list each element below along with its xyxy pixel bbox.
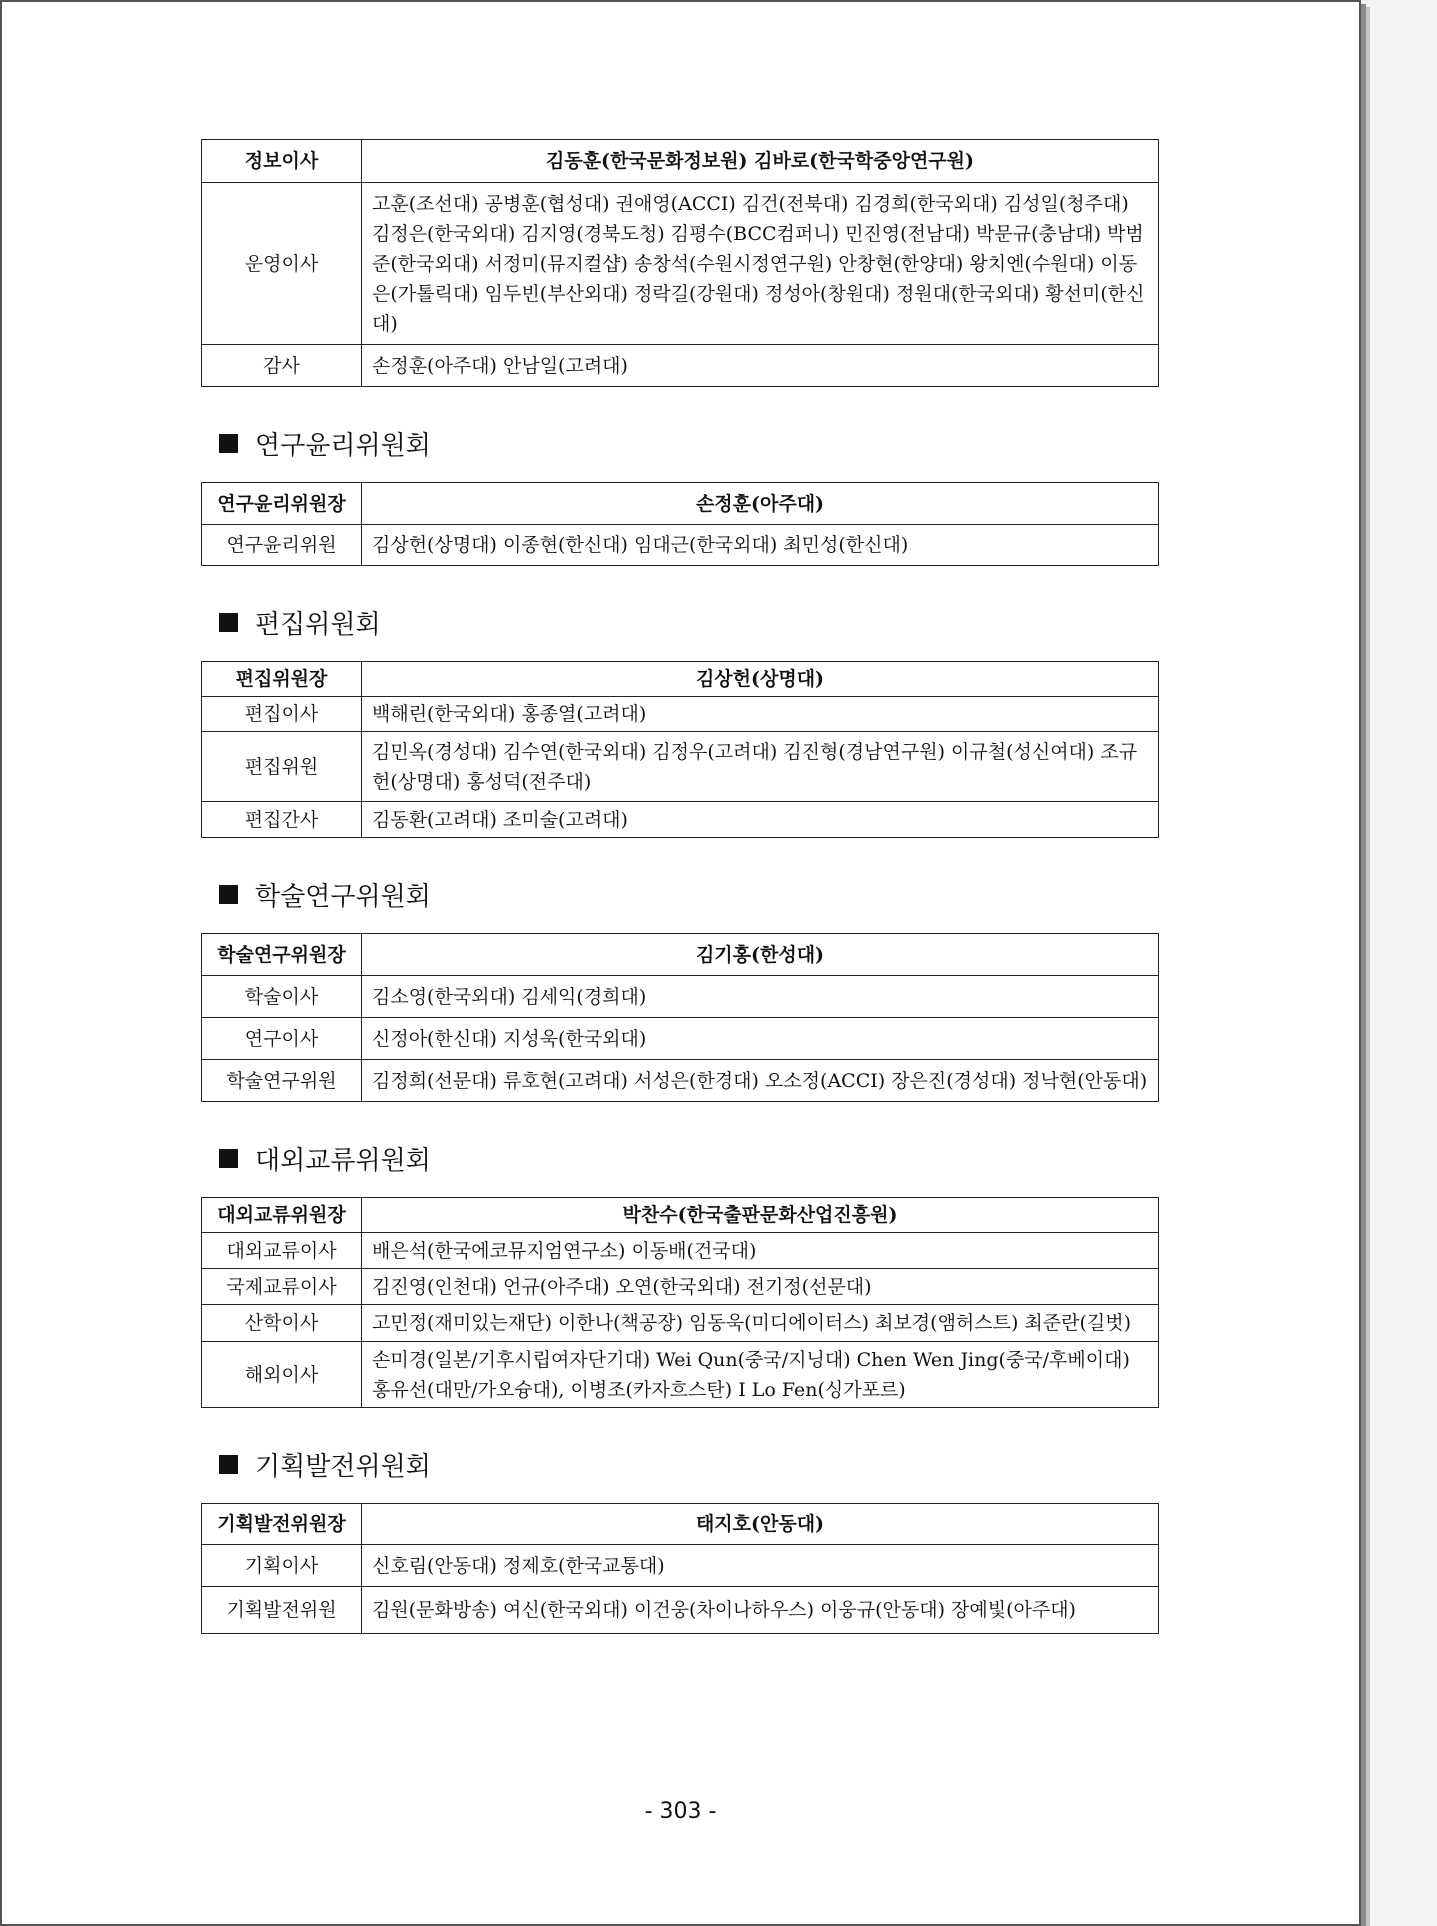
members-cell: 손미경(일본/기후시립여자단기대) Wei Qun(중국/지닝대) Chen Wen Jing(중국/후베이대) 홍유선(대만/가오슝대), 이병조(카자흐스탄) I Lo Fen(싱가포르) bbox=[362, 1342, 1159, 1408]
committee-table bbox=[201, 1503, 1159, 1634]
table-row bbox=[202, 1060, 1159, 1102]
table-row bbox=[202, 1269, 1159, 1305]
table-row bbox=[202, 1342, 1159, 1408]
role-cell: 감사 bbox=[202, 345, 362, 387]
table-row bbox=[202, 662, 1159, 697]
table-row bbox=[202, 732, 1159, 802]
table-row bbox=[202, 697, 1159, 732]
square-bullet-icon bbox=[219, 434, 238, 453]
members-cell: 고훈(조선대) 공병훈(협성대) 권애영(ACCI) 김건(전북대) 김경희(한국외대) 김성일(청주대) 김정은(한국외대) 김지영(경북도청) 김평수(BCC컴퍼니) 민진영(전남대) 박문규(충남대) 박범준(한국외대) 서정미(뮤지컬샵) 송창석(수원시정연구원) 안창현(한양대) 왕치엔(수원대) 이동은(가톨릭대) 임두빈(부산외대) 정락길(강원대) 정성아(창원대) 정원대(한국외대) 황선미(한신대) bbox=[362, 183, 1159, 345]
role-cell: 연구윤리위원 bbox=[202, 525, 362, 566]
chair-role-cell: 편집위원장 bbox=[202, 662, 362, 697]
table-row bbox=[202, 1587, 1159, 1634]
square-bullet-icon bbox=[219, 885, 238, 904]
square-bullet-icon bbox=[219, 1455, 238, 1474]
members-cell: 신정아(한신대) 지성욱(한국외대) bbox=[362, 1018, 1159, 1060]
members-cell: 신호림(안동대) 정제호(한국교통대) bbox=[362, 1545, 1159, 1587]
role-cell: 기획발전위원 bbox=[202, 1587, 362, 1634]
role-cell: 편집위원 bbox=[202, 732, 362, 802]
members-cell: 고민정(재미있는재단) 이한나(책공장) 임동욱(미디에이터스) 최보경(앰허스트) 최준란(길벗) bbox=[362, 1305, 1159, 1342]
table-row bbox=[202, 1233, 1159, 1269]
section-title: 대외교류위원회 bbox=[255, 1146, 431, 1176]
members-cell: 김상헌(상명대) 이종현(한신대) 임대근(한국외대) 최민성(한신대) bbox=[362, 525, 1159, 566]
table-row bbox=[202, 1305, 1159, 1342]
section-heading bbox=[219, 876, 1159, 913]
committee-table bbox=[201, 482, 1159, 566]
chair-role-cell: 대외교류위원장 bbox=[202, 1198, 362, 1233]
committee-table bbox=[201, 661, 1159, 838]
table-row bbox=[202, 483, 1159, 525]
role-cell: 해외이사 bbox=[202, 1342, 362, 1408]
table-row bbox=[202, 1198, 1159, 1233]
board-table bbox=[201, 139, 1159, 387]
committee-table bbox=[201, 1197, 1159, 1408]
role-cell: 운영이사 bbox=[202, 183, 362, 345]
members-cell: 김원(문화방송) 여신(한국외대) 이건웅(차이나하우스) 이웅규(안동대) 장예빛(아주대) bbox=[362, 1587, 1159, 1634]
table-row bbox=[202, 976, 1159, 1018]
chair-role-cell: 학술연구위원장 bbox=[202, 934, 362, 976]
members-cell: 손정훈(아주대) 안남일(고려대) bbox=[362, 345, 1159, 387]
chair-name-cell: 박찬수(한국출판문화산업진흥원) bbox=[362, 1198, 1159, 1233]
role-cell: 편집간사 bbox=[202, 802, 362, 838]
section-heading bbox=[219, 604, 1159, 641]
role-cell: 산학이사 bbox=[202, 1305, 362, 1342]
chair-role-cell: 기획발전위원장 bbox=[202, 1504, 362, 1545]
table-row bbox=[202, 802, 1159, 838]
section-title: 편집위원회 bbox=[255, 610, 381, 640]
chair-name-cell: 손정훈(아주대) bbox=[362, 483, 1159, 525]
role-cell: 학술이사 bbox=[202, 976, 362, 1018]
role-cell: 정보이사 bbox=[202, 140, 362, 183]
role-cell: 기획이사 bbox=[202, 1545, 362, 1587]
section-heading bbox=[219, 425, 1159, 462]
members-cell: 백해린(한국외대) 홍종열(고려대) bbox=[362, 697, 1159, 732]
members-cell: 김동훈(한국문화정보원) 김바로(한국학중앙연구원) bbox=[362, 140, 1159, 183]
role-cell: 학술연구위원 bbox=[202, 1060, 362, 1102]
table-row bbox=[202, 1504, 1159, 1545]
section-title: 학술연구위원회 bbox=[255, 882, 431, 912]
table-row bbox=[202, 183, 1159, 345]
page-content bbox=[201, 139, 1159, 1634]
members-cell: 김소영(한국외대) 김세익(경희대) bbox=[362, 976, 1159, 1018]
members-cell: 김진영(인천대) 언규(아주대) 오연(한국외대) 전기정(선문대) bbox=[362, 1269, 1159, 1305]
chair-role-cell: 연구윤리위원장 bbox=[202, 483, 362, 525]
section-title: 연구윤리위원회 bbox=[255, 431, 431, 461]
role-cell: 국제교류이사 bbox=[202, 1269, 362, 1305]
members-cell: 김동환(고려대) 조미술(고려대) bbox=[362, 802, 1159, 838]
table-row bbox=[202, 345, 1159, 387]
section-heading bbox=[219, 1140, 1159, 1177]
committee-table bbox=[201, 933, 1159, 1102]
table-row bbox=[202, 934, 1159, 976]
chair-name-cell: 김상헌(상명대) bbox=[362, 662, 1159, 697]
members-cell: 김민옥(경성대) 김수연(한국외대) 김정우(고려대) 김진형(경남연구원) 이규철(성신여대) 조규헌(상명대) 홍성덕(전주대) bbox=[362, 732, 1159, 802]
members-cell: 김정희(선문대) 류호현(고려대) 서성은(한경대) 오소정(ACCI) 장은진(경성대) 정낙현(안동대) bbox=[362, 1060, 1159, 1102]
table-row bbox=[202, 140, 1159, 183]
table-row bbox=[202, 525, 1159, 566]
chair-name-cell: 태지호(안동대) bbox=[362, 1504, 1159, 1545]
role-cell: 연구이사 bbox=[202, 1018, 362, 1060]
chair-name-cell: 김기홍(한성대) bbox=[362, 934, 1159, 976]
square-bullet-icon bbox=[219, 1149, 238, 1168]
section-heading bbox=[219, 1446, 1159, 1483]
table-row bbox=[202, 1545, 1159, 1587]
role-cell: 편집이사 bbox=[202, 697, 362, 732]
table-row bbox=[202, 1018, 1159, 1060]
page-number: - 303 - bbox=[644, 1799, 717, 1824]
members-cell: 배은석(한국에코뮤지엄연구소) 이동배(건국대) bbox=[362, 1233, 1159, 1269]
square-bullet-icon bbox=[219, 613, 238, 632]
role-cell: 대외교류이사 bbox=[202, 1233, 362, 1269]
section-title: 기획발전위원회 bbox=[255, 1452, 431, 1482]
